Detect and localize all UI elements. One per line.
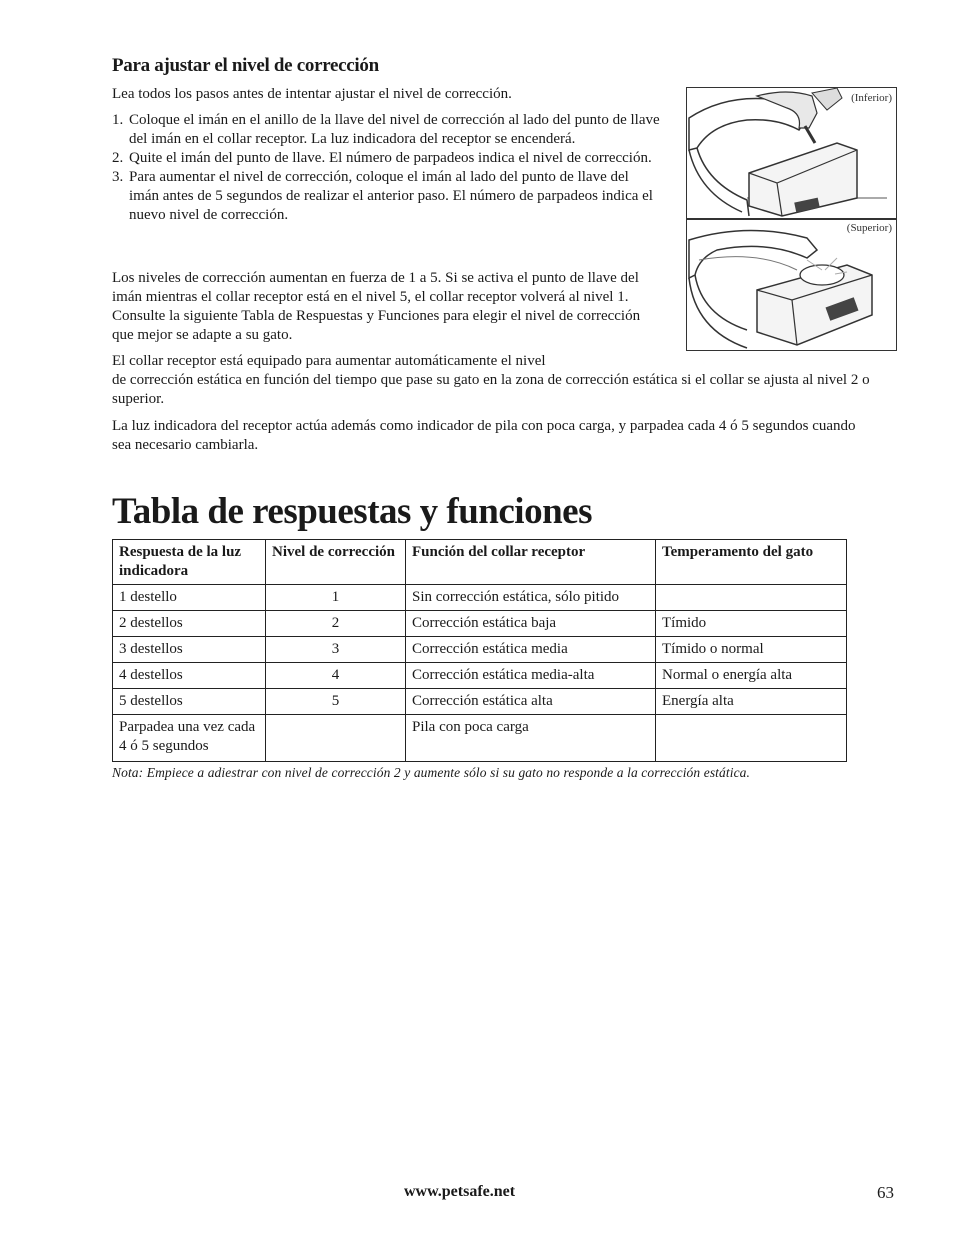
cell-level: 3 bbox=[266, 637, 406, 663]
header-function: Función del collar receptor bbox=[406, 540, 656, 585]
cell-response: 2 destellos bbox=[113, 611, 266, 637]
cell-response: 4 destellos bbox=[113, 663, 266, 689]
levels-paragraph: Los niveles de corrección aumentan en fuerza de 1 a 5. Si se activa el punto de llave del imán mientras el collar receptor está en el nivel 5, el collar receptor volverá al nivel 1. Consulte la siguiente Tabla de Respuestas y Funciones para elegir el nivel de corrección que mejor se adapte a su gato. bbox=[112, 270, 641, 343]
step-text: Para aumentar el nivel de corrección, coloque el imán al lado del punto de llave del imán antes de 5 segundos de realizar el anterior paso. El número de parpadeos indica el nuevo nivel de corrección. bbox=[129, 169, 653, 223]
cell-function: Corrección estática alta bbox=[406, 689, 656, 715]
table-title: Tabla de respuestas y funciones bbox=[112, 491, 592, 532]
step-number: 3. bbox=[112, 169, 124, 185]
cell-level: 4 bbox=[266, 663, 406, 689]
cell-function: Pila con poca carga bbox=[406, 715, 656, 762]
table-row bbox=[113, 663, 847, 689]
caption-superior: (Superior) bbox=[846, 222, 892, 234]
page-number: 63 bbox=[877, 1183, 894, 1202]
step-item bbox=[112, 168, 660, 225]
step-text: Quite el imán del punto de llave. El número de parpadeos indica el nivel de corrección. bbox=[129, 150, 652, 166]
table-row bbox=[113, 715, 847, 762]
steps-list bbox=[112, 111, 660, 225]
collar-illustration bbox=[686, 87, 897, 351]
cell-temperament bbox=[656, 715, 847, 762]
collar-bottom-illustration bbox=[687, 88, 895, 217]
cell-function: Corrección estática baja bbox=[406, 611, 656, 637]
table-row bbox=[113, 585, 847, 611]
step-number: 2. bbox=[112, 150, 124, 166]
response-table bbox=[112, 539, 847, 762]
cell-level: 2 bbox=[266, 611, 406, 637]
cell-level bbox=[266, 715, 406, 762]
cell-function: Sin corrección estática, sólo pitido bbox=[406, 585, 656, 611]
table-header-row bbox=[113, 540, 847, 585]
table-row bbox=[113, 637, 847, 663]
header-level: Nivel de corrección bbox=[266, 540, 406, 585]
cell-level: 1 bbox=[266, 585, 406, 611]
table-row bbox=[113, 689, 847, 715]
header-response: Respuesta de la luz indicadora bbox=[113, 540, 266, 585]
step-number: 1. bbox=[112, 112, 124, 128]
cell-response: Parpadea una vez cada 4 ó 5 segundos bbox=[113, 715, 266, 762]
intro-paragraph: Lea todos los pasos antes de intentar ajustar el nivel de corrección. bbox=[112, 86, 512, 102]
footer-url[interactable]: www.petsafe.net bbox=[404, 1183, 516, 1200]
cell-temperament: Tímido o normal bbox=[656, 637, 847, 663]
cell-function: Corrección estática media-alta bbox=[406, 663, 656, 689]
battery-paragraph: La luz indicadora del receptor actúa además como indicador de pila con poca carga, y parpadea cada 4 ó 5 segundos cuando sea necesario cambiarla. bbox=[112, 418, 856, 453]
cell-temperament: Energía alta bbox=[656, 689, 847, 715]
cell-response: 5 destellos bbox=[113, 689, 266, 715]
caption-inferior: (Inferior) bbox=[851, 92, 892, 104]
step-item bbox=[112, 111, 660, 149]
header-temperament: Temperamento del gato bbox=[656, 540, 847, 585]
table-note: Nota: Empiece a adiestrar con nivel de corrección 2 y aumente sólo si su gato no responde a la corrección estática. bbox=[112, 765, 750, 780]
step-item bbox=[112, 149, 660, 168]
cell-level: 5 bbox=[266, 689, 406, 715]
auto-paragraph-line1: El collar receptor está equipado para aumentar automáticamente el nivel bbox=[112, 353, 546, 369]
table-row bbox=[113, 611, 847, 637]
cell-temperament bbox=[656, 585, 847, 611]
section-heading: Para ajustar el nivel de corrección bbox=[112, 55, 379, 76]
cell-temperament: Normal o energía alta bbox=[656, 663, 847, 689]
cell-temperament: Tímido bbox=[656, 611, 847, 637]
cell-response: 1 destello bbox=[113, 585, 266, 611]
cell-function: Corrección estática media bbox=[406, 637, 656, 663]
collar-top-illustration bbox=[687, 220, 895, 351]
cell-response: 3 destellos bbox=[113, 637, 266, 663]
step-text: Coloque el imán en el anillo de la llave del nivel de corrección al lado del punto de llave del imán en el collar receptor. La luz indicadora del receptor se encenderá. bbox=[129, 112, 660, 147]
auto-paragraph-rest: de corrección estática en función del tiempo que pase su gato en la zona de corrección estática si el collar se ajusta al nivel 2 o superior. bbox=[112, 372, 870, 407]
